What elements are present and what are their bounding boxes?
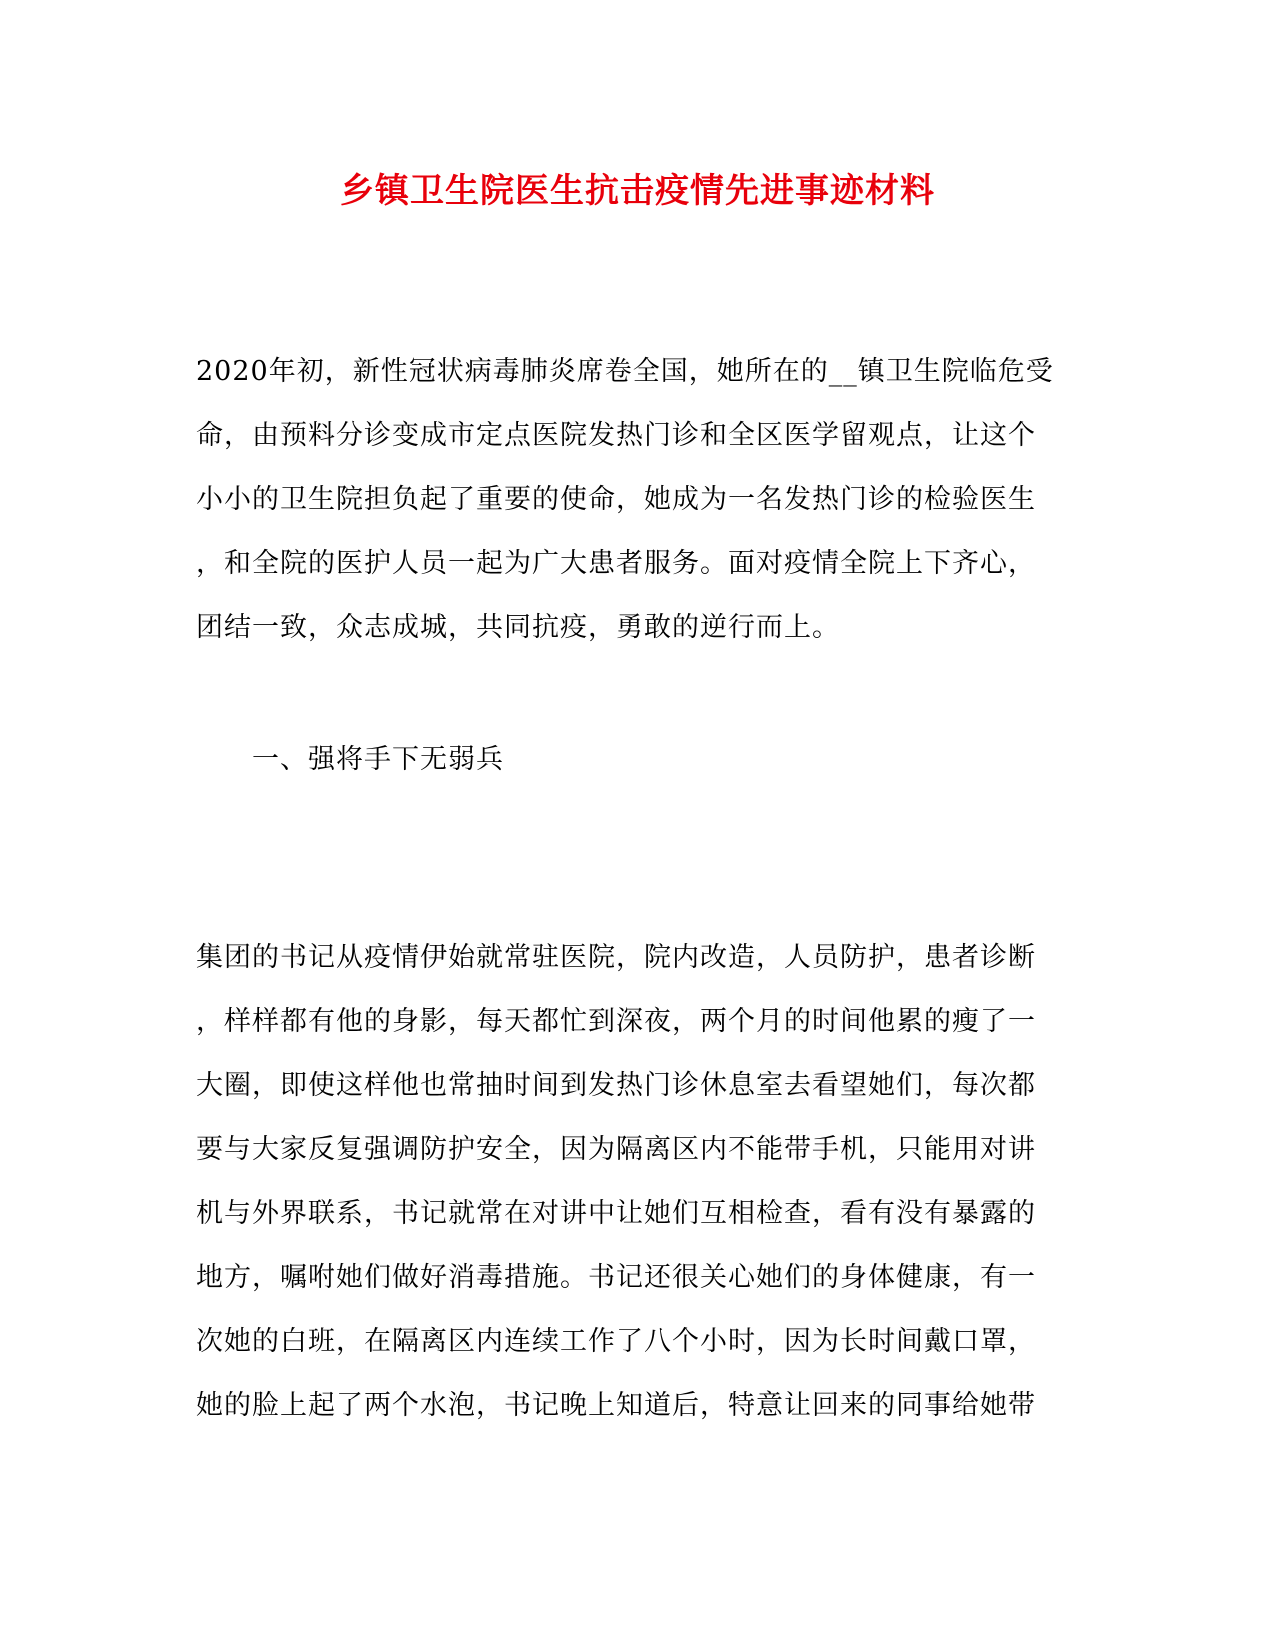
text-line: 2020年初，新性冠状病毒肺炎席卷全国，她所在的__镇卫生院临危受 <box>196 356 1054 387</box>
section-heading <box>252 728 1132 792</box>
text-line: 要与大家反复强调防护安全，因为隔离区内不能带手机，只能用对讲 <box>196 1134 1036 1165</box>
paragraph-section1 <box>196 926 1076 1438</box>
text-line: 命，由预料分诊变成市定点医院发热门诊和全区医学留观点，让这个 <box>196 420 1036 451</box>
text-line: 大圈，即使这样他也常抽时间到发热门诊休息室去看望她们，每次都 <box>196 1070 1036 1101</box>
text-line: 集团的书记从疫情伊始就常驻医院，院内改造，人员防护，患者诊断 <box>196 942 1036 973</box>
text-line: ，和全院的医护人员一起为广大患者服务。面对疫情全院上下齐心， <box>196 548 1036 579</box>
text-line: 她的脸上起了两个水泡，书记晚上知道后，特意让回来的同事给她带 <box>196 1390 1036 1421</box>
text-line: 次她的白班，在隔离区内连续工作了八个小时，因为长时间戴口罩， <box>196 1326 1036 1357</box>
text-line: 机与外界联系，书记就常在对讲中让她们互相检查，看有没有暴露的 <box>196 1198 1036 1229</box>
document-title: 乡镇卫生院医生抗击疫情先进事迹材料 <box>340 171 935 211</box>
text-line: 地方，嘱咐她们做好消毒措施。书记还很关心她们的身体健康，有一 <box>196 1262 1036 1293</box>
section-heading-text: 一、强将手下无弱兵 <box>252 744 504 775</box>
text-line: 小小的卫生院担负起了重要的使命，她成为一名发热门诊的检验医生 <box>196 484 1036 515</box>
paragraph-intro <box>196 340 1076 660</box>
text-line: 团结一致，众志成城，共同抗疫，勇敢的逆行而上。 <box>196 612 840 643</box>
text-line: ，样样都有他的身影，每天都忙到深夜，两个月的时间他累的瘦了一 <box>196 1006 1036 1037</box>
